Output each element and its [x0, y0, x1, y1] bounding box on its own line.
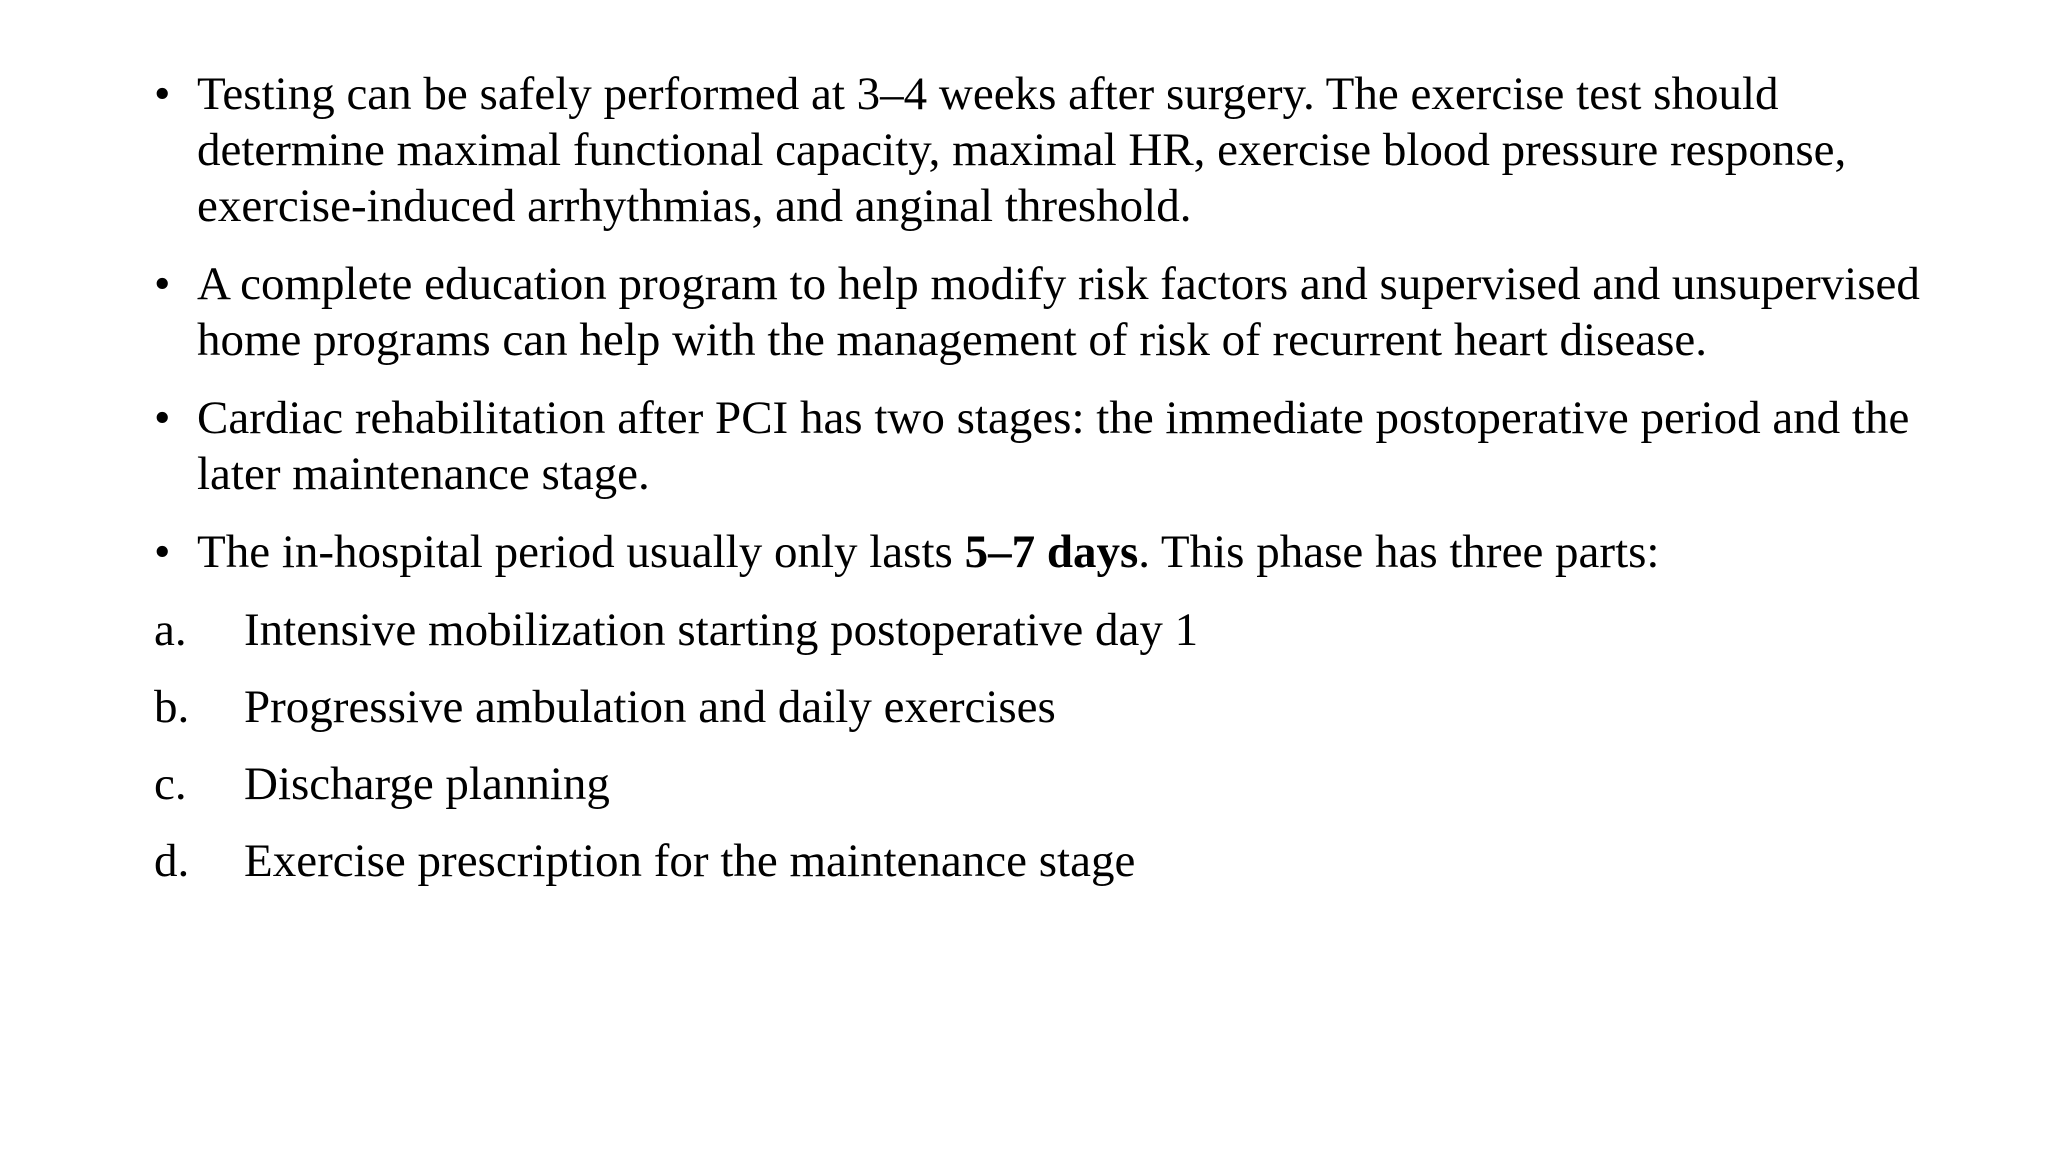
sub-list-item — [154, 679, 1974, 735]
bullet-text: Testing can be safely performed at 3–4 weeks after surgery. The exercise test should determine maximal functional capacity, maximal HR, exercise blood pressure response, exercise-induced arrhythmias, and anginal threshold. — [197, 68, 1847, 232]
bullet-text — [197, 526, 1659, 578]
sub-list-item — [154, 833, 1974, 889]
bullet-item — [154, 66, 1957, 234]
bullet-item — [154, 256, 1957, 368]
sub-list-marker: a. — [154, 604, 187, 656]
sub-list-item — [154, 602, 1974, 658]
sub-list-text: Exercise prescription for the maintenance stage — [244, 835, 1136, 887]
sub-list-marker: b. — [154, 681, 190, 733]
bullet-text-bold: 5–7 days — [964, 526, 1139, 578]
sub-list-item — [154, 756, 1974, 812]
sub-list-text: Discharge planning — [244, 758, 610, 810]
bullet-marker: • — [154, 526, 171, 578]
sub-list-text: Intensive mobilization starting postoperative day 1 — [244, 604, 1199, 656]
bullet-text-plain: The in-hospital period usually only lasts — [197, 526, 965, 578]
sub-list-marker: d. — [154, 835, 190, 887]
bullet-text: A complete education program to help modify risk factors and supervised and unsupervised home programs can help with the management of risk of recurrent heart disease. — [197, 258, 1920, 366]
bullet-marker: • — [154, 258, 171, 310]
bullet-item — [154, 390, 1957, 502]
bullet-text-plain: . This phase has three parts: — [1138, 526, 1660, 578]
bullet-text: Cardiac rehabilitation after PCI has two stages: the immediate postoperative period and the later maintenance stage. — [197, 392, 1910, 500]
bullet-item — [154, 524, 1957, 580]
bullet-marker: • — [154, 68, 171, 120]
slide-content — [154, 66, 1974, 910]
sub-list-marker: c. — [154, 758, 187, 810]
bullet-marker: • — [154, 392, 171, 444]
sub-list-text: Progressive ambulation and daily exercises — [244, 681, 1056, 733]
